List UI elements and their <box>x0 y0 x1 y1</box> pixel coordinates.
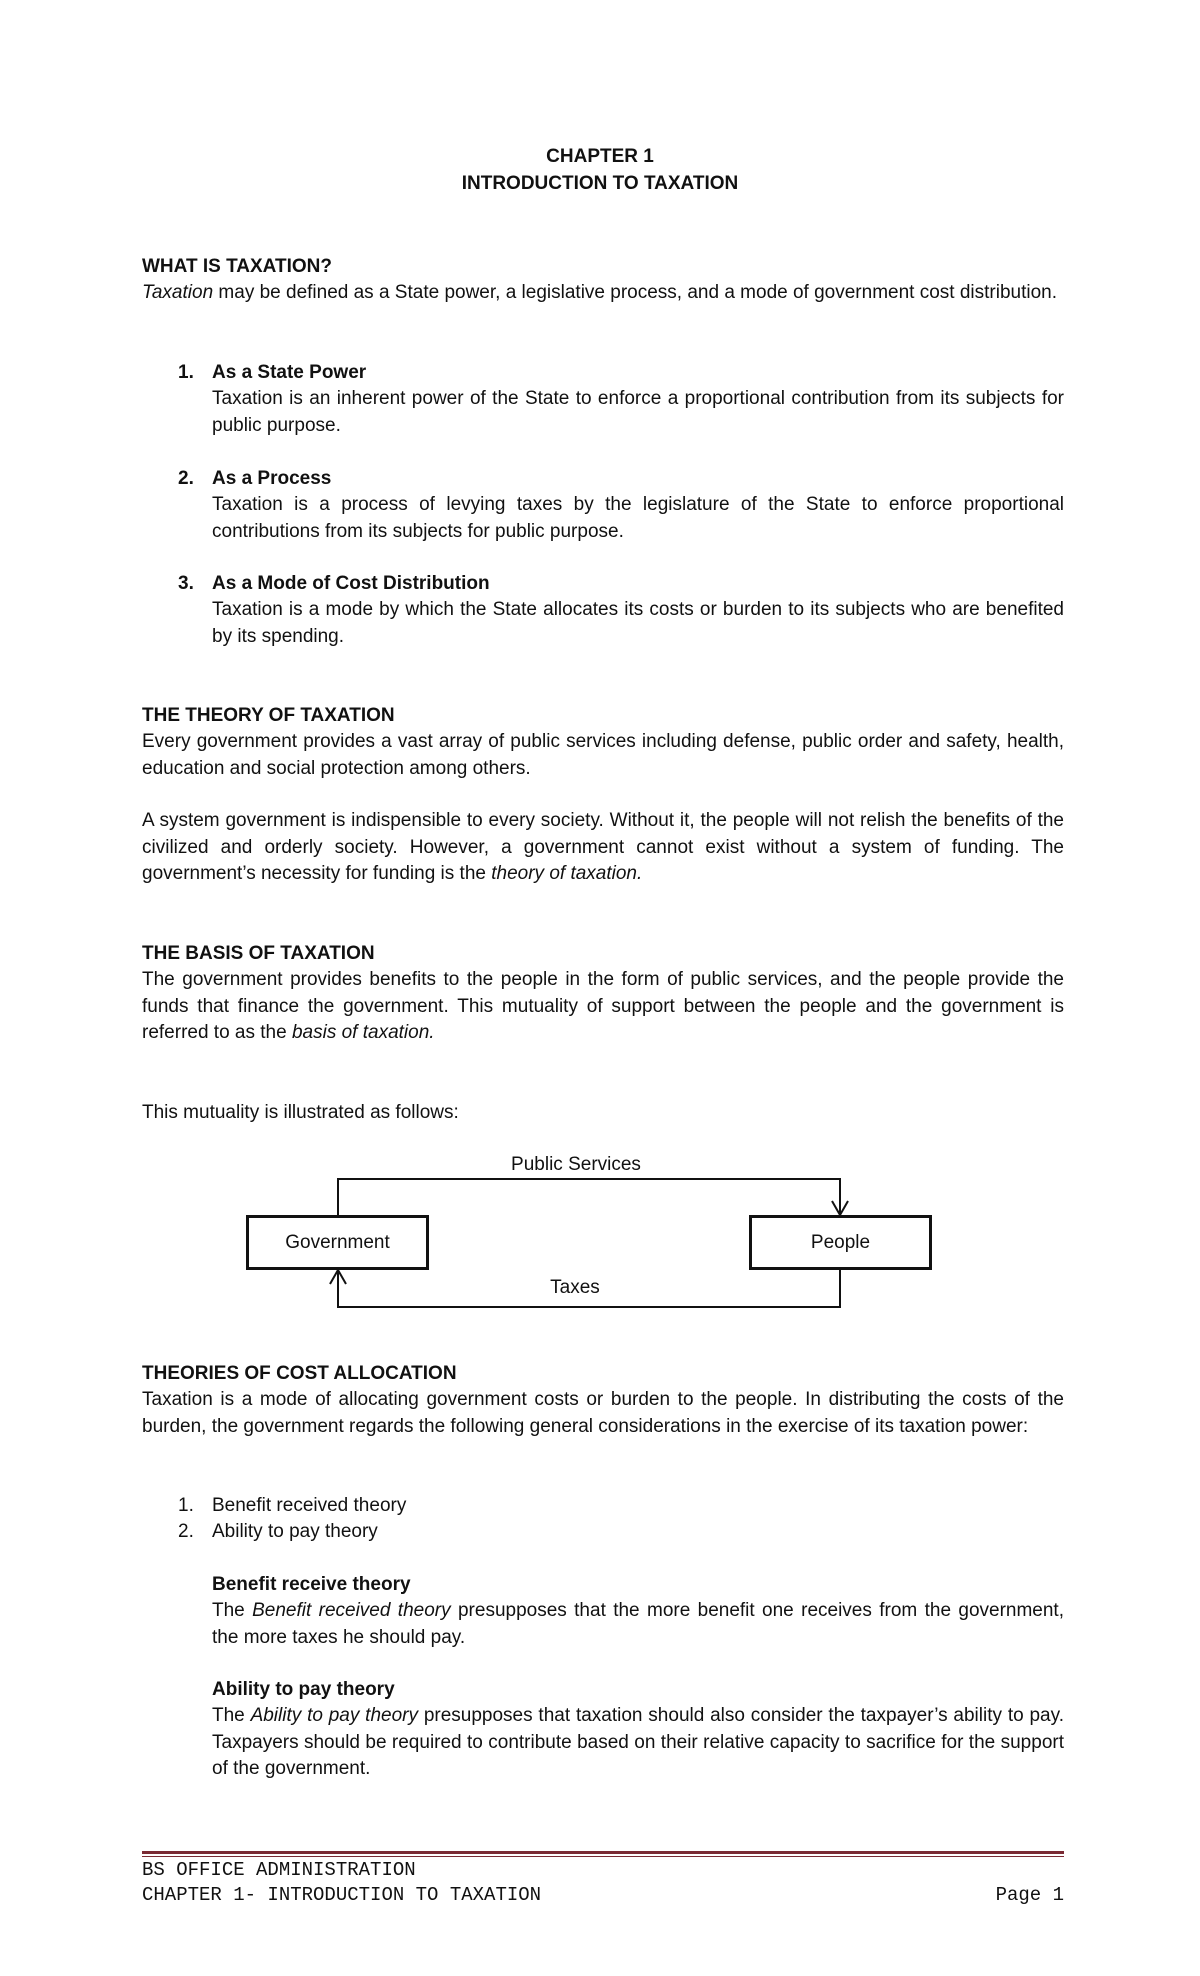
term-taxation: Taxation <box>142 282 214 303</box>
basis-paragraph-1: The government provides benefits to the people in the form of public services, and the people provide the funds that finance the government. This mutuality of support between the people and the government is referred to as the basis of taxation. <box>142 969 1064 1043</box>
term-ability-to-pay-theory: Ability to pay theory <box>250 1705 418 1726</box>
item-3-text: Taxation is a mode by which the State allocates its costs or burden to its subjects who are benefited by its spending. <box>212 599 1064 647</box>
theory-list-1-text: Benefit received theory <box>212 1495 407 1516</box>
ability-theory-paragraph: The Ability to pay theory presupposes that taxation should also consider the taxpayer’s ability to pay. Taxpayers should be required to contribute based on their relative capacity to sacrifice for the support of the government. <box>212 1705 1064 1779</box>
section-heading-cost-allocation: THEORIES OF COST ALLOCATION <box>142 1363 457 1384</box>
theory-list-2-text: Ability to pay theory <box>212 1521 378 1542</box>
item-1-text: Taxation is an inherent power of the State to enforce a proportional contribution from its subjects for public purpose. <box>212 388 1064 436</box>
chapter-title: INTRODUCTION TO TAXATION <box>461 173 739 194</box>
benefit-theory-heading: Benefit receive theory <box>212 1574 411 1595</box>
cost-allocation-paragraph: Taxation is a mode of allocating government costs or burden to the people. In distributing the costs of the burden, the government regards the following general considerations in the exercise of its taxation power: <box>142 1389 1064 1437</box>
item-3-heading: As a Mode of Cost Distribution <box>212 573 490 594</box>
theory-list-1-number: 1. <box>178 1495 194 1516</box>
chapter-number: CHAPTER 1 <box>546 146 654 167</box>
item-2-heading: As a Process <box>212 468 332 489</box>
footer-rule-thick <box>142 1851 1064 1854</box>
theory-paragraph-2: A system government is indispensible to every society. Without it, the people will not relish the benefits of the civilized and orderly society. However, a government cannot exist without a system of funding. The government’s necessity for funding is the theory of taxation. <box>142 810 1064 884</box>
footer-chapter: CHAPTER 1- INTRODUCTION TO TAXATION <box>142 1884 542 1906</box>
item-1-number: 1. <box>178 362 194 383</box>
theory-paragraph-1: Every government provides a vast array of public services including defense, public order and safety, health, education and social protection among others. <box>142 731 1064 779</box>
government-box: Government <box>246 1215 429 1270</box>
basis-paragraph-2: This mutuality is illustrated as follows: <box>142 1102 459 1123</box>
footer-program: BS OFFICE ADMINISTRATION <box>142 1859 416 1881</box>
term-benefit-received-theory: Benefit received theory <box>252 1600 451 1621</box>
benefit-theory-paragraph: The Benefit received theory presupposes that the more benefit one receives from the government, the more taxes he should pay. <box>212 1600 1064 1648</box>
ability-theory-heading: Ability to pay theory <box>212 1679 395 1700</box>
section-heading-what-is: WHAT IS TAXATION? <box>142 256 332 277</box>
public-services-arrow-line <box>338 1179 840 1215</box>
item-1-heading: As a State Power <box>212 362 367 383</box>
item-3-number: 3. <box>178 573 194 594</box>
public-services-label: Public Services <box>511 1154 641 1175</box>
term-basis-of-taxation: basis of taxation. <box>291 1022 435 1043</box>
taxes-label: Taxes <box>550 1277 600 1298</box>
term-theory-of-taxation: theory of taxation. <box>491 863 643 884</box>
what-is-paragraph: Taxation may be defined as a State power, a legislative process, and a mode of government cost distribution. <box>142 282 1058 303</box>
theory-list-2-number: 2. <box>178 1521 194 1542</box>
item-2-text: Taxation is a process of levying taxes by the legislature of the State to enforce proportional contributions from its subjects for public purpose. <box>212 494 1064 542</box>
people-box: People <box>749 1215 932 1270</box>
footer-page-number: Page 1 <box>995 1884 1064 1906</box>
section-heading-basis: THE BASIS OF TAXATION <box>142 943 375 964</box>
footer-rule-thin <box>142 1856 1064 1857</box>
section-heading-theory: THE THEORY OF TAXATION <box>142 705 395 726</box>
item-2-number: 2. <box>178 468 194 489</box>
